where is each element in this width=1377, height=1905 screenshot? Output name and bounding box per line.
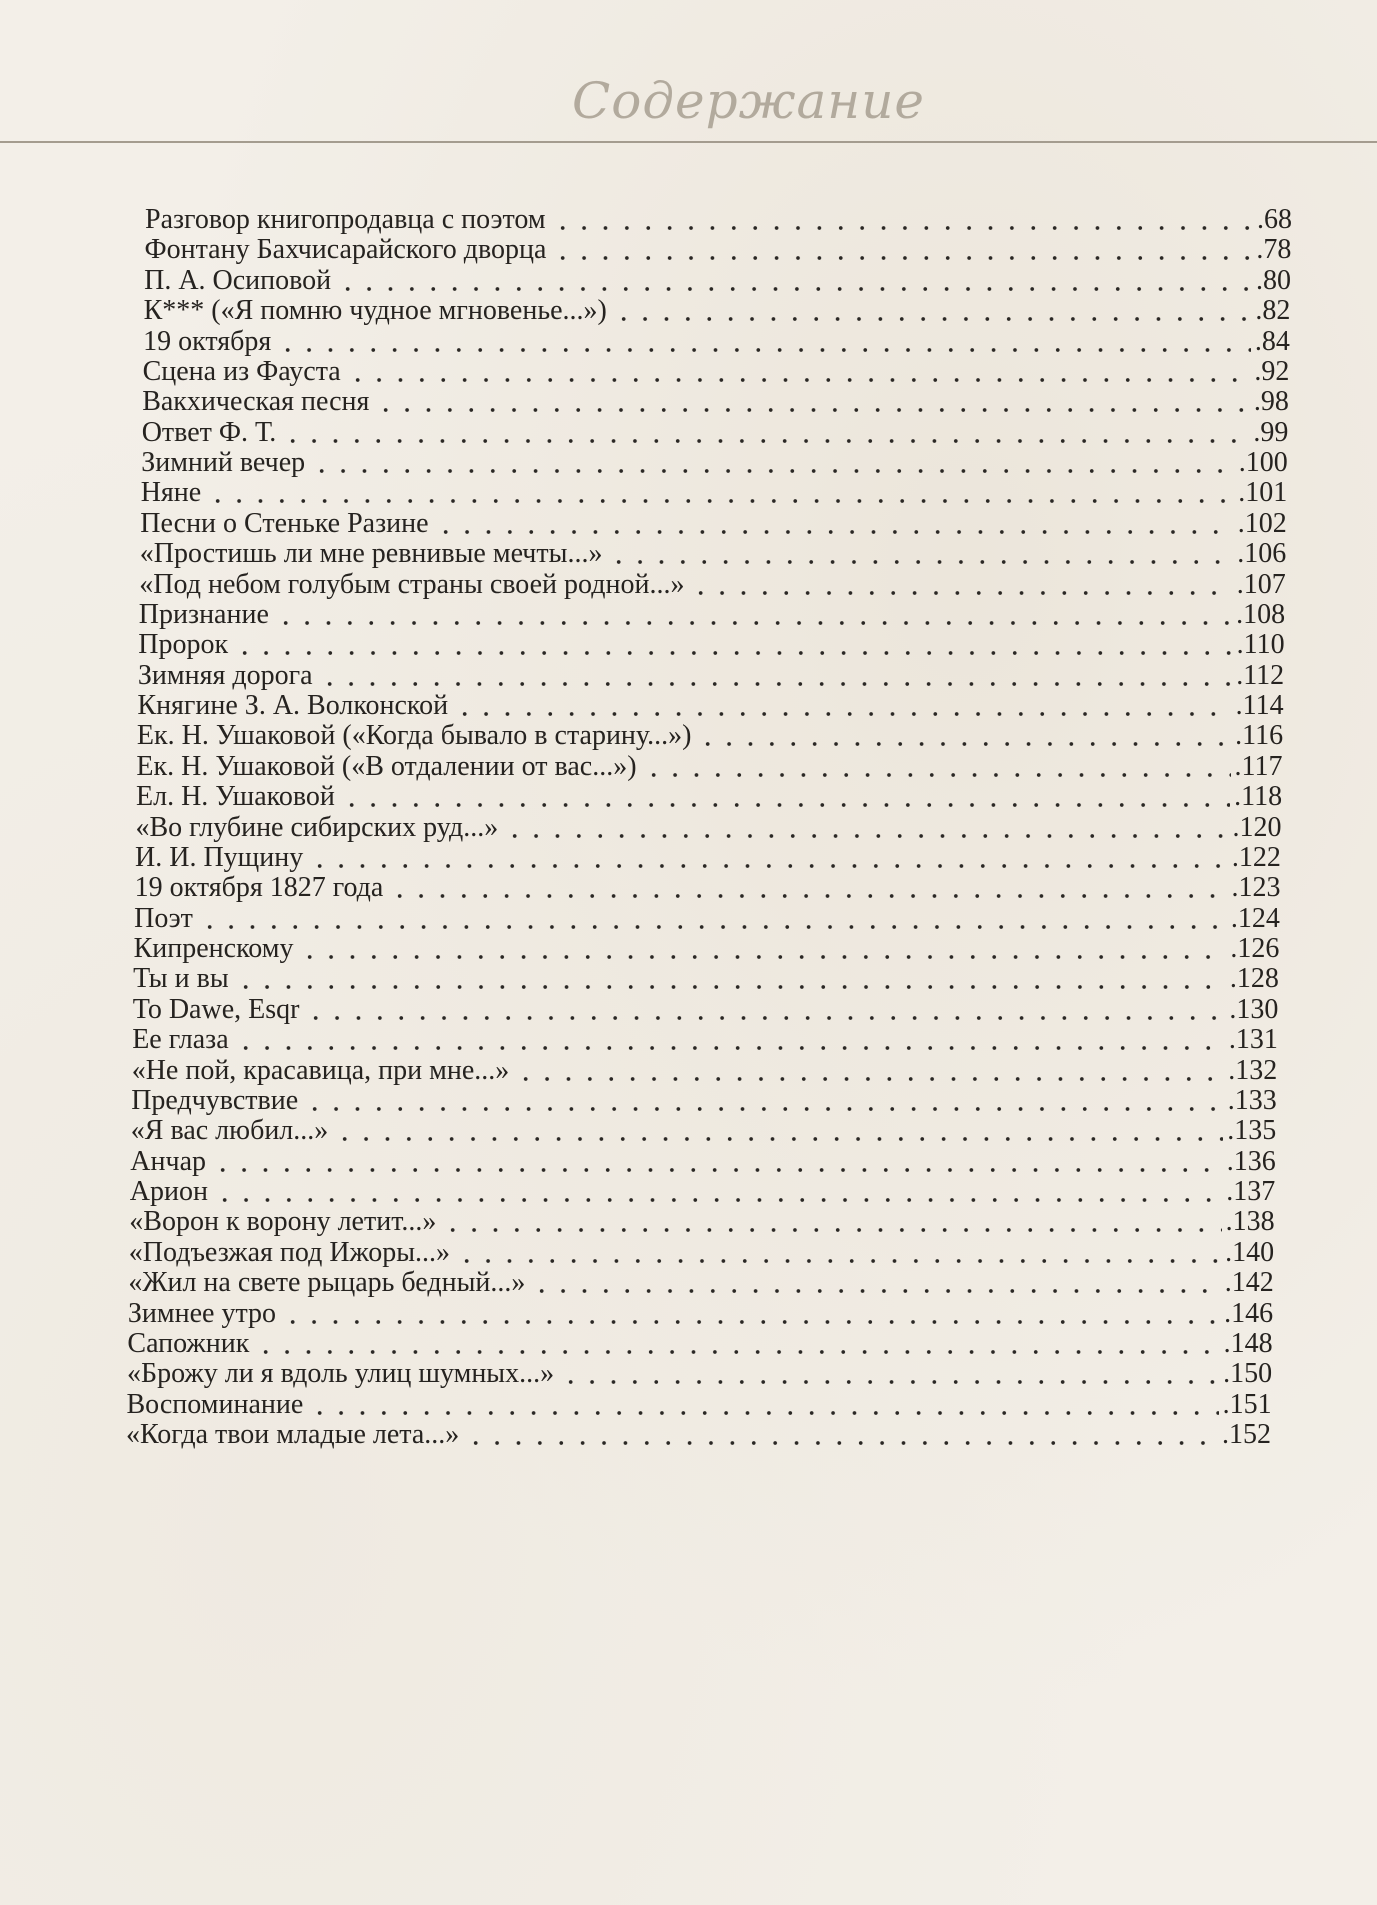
toc-entry — [135, 841, 1281, 875]
toc-entry-page: .123 — [1231, 872, 1281, 904]
toc-entry-page: .78 — [1256, 234, 1292, 266]
dot-leader — [282, 1304, 1220, 1326]
toc-entry-title: Ее глаза — [132, 1024, 229, 1056]
dot-leader — [643, 757, 1231, 779]
toc-entry-title: Поэт — [134, 902, 193, 934]
dot-leader — [311, 453, 1235, 475]
toc-entry-page: .146 — [1224, 1297, 1274, 1329]
page-title: Содержание — [572, 72, 926, 130]
dot-leader — [552, 240, 1252, 262]
toc-entry — [145, 203, 1292, 237]
dot-leader — [234, 635, 1233, 657]
toc-entry — [142, 416, 1289, 450]
dot-leader — [235, 1030, 1225, 1052]
toc-entry — [133, 962, 1279, 996]
dot-leader — [347, 362, 1251, 384]
toc-entry-title: «Не пой, красавица, при мне...» — [131, 1054, 510, 1086]
toc-entry — [133, 993, 1279, 1027]
toc-entry-page: .106 — [1237, 538, 1287, 570]
dot-leader — [697, 726, 1231, 748]
dot-leader — [309, 848, 1228, 870]
dot-leader — [319, 666, 1233, 688]
toc-entry-title: Воспоминание — [126, 1388, 304, 1420]
toc-entry-page: .148 — [1223, 1327, 1273, 1359]
toc-entry-title: Фонтану Бахчисарайского дворца — [144, 234, 547, 266]
toc-entry-page: .102 — [1237, 507, 1287, 539]
toc-entry-title: Зимняя дорога — [137, 659, 313, 691]
dot-leader — [299, 939, 1226, 961]
toc-entry — [129, 1205, 1274, 1239]
toc-entry-page: .68 — [1257, 204, 1292, 235]
toc-entry-title: «Во глубине сибирских руд...» — [135, 811, 499, 843]
toc-entry — [128, 1266, 1273, 1300]
dot-leader — [515, 1061, 1224, 1083]
toc-entry-page: .151 — [1222, 1388, 1272, 1420]
toc-entry-page: .122 — [1231, 841, 1281, 873]
toc-entry-page: .142 — [1224, 1267, 1274, 1299]
toc-entry-title: Ек. Н. Ушаковой («В отдалении от вас...») — [136, 750, 637, 782]
toc-entry — [134, 932, 1280, 966]
toc-entry-page: .107 — [1236, 568, 1286, 600]
toc-entry — [132, 1054, 1278, 1088]
toc-entry-title: Ты и вы — [133, 963, 229, 995]
toc-entry-page: .152 — [1222, 1419, 1271, 1450]
toc-entry-page: .150 — [1223, 1358, 1273, 1390]
toc-entry — [142, 385, 1289, 419]
toc-entry — [141, 476, 1288, 510]
toc-entry — [127, 1357, 1272, 1391]
toc-entry-title: П. А. Осиповой — [144, 264, 332, 296]
dot-leader — [235, 969, 1226, 991]
toc-entry-page: .124 — [1230, 902, 1280, 934]
dot-leader — [389, 878, 1227, 900]
dot-leader — [560, 1364, 1219, 1386]
toc-entry-page: .118 — [1234, 781, 1283, 813]
toc-entry-title: «Простишь ли мне ревнивые мечты...» — [139, 538, 603, 570]
toc-entry-page: .112 — [1236, 659, 1285, 691]
toc-entry-page: .132 — [1228, 1054, 1278, 1086]
toc-entry — [144, 294, 1291, 328]
toc-entry — [132, 1023, 1278, 1057]
toc-entry-page: .120 — [1232, 811, 1282, 843]
toc-entry — [140, 507, 1287, 541]
toc-entry — [130, 1145, 1275, 1179]
toc-entry — [131, 1084, 1277, 1118]
toc-entry — [131, 1114, 1277, 1148]
toc-entry-title: To Dawe, Esqr — [132, 993, 300, 1025]
dot-leader — [442, 1212, 1221, 1234]
toc-entry-page: .137 — [1226, 1176, 1276, 1207]
toc-entry — [138, 628, 1284, 662]
dot-leader — [375, 392, 1249, 414]
toc-entry-page: .138 — [1225, 1206, 1275, 1238]
toc-entry — [139, 568, 1285, 602]
toc-entry — [137, 719, 1283, 753]
toc-entry — [139, 598, 1285, 632]
toc-entry-title: И. И. Пущину — [135, 841, 304, 873]
toc-entry-title: «Подъезжая под Ижоры...» — [128, 1236, 451, 1268]
dot-leader — [275, 605, 1232, 627]
toc-entry-title: Пророк — [138, 629, 229, 661]
dot-leader — [531, 1273, 1220, 1295]
toc-entry — [130, 1175, 1275, 1209]
toc-entry — [134, 902, 1280, 936]
toc-entry-title: Княгине З. А. Волконской — [137, 690, 449, 721]
toc-entry-page: .135 — [1227, 1115, 1277, 1147]
toc-entry — [140, 537, 1286, 571]
toc-entry-title: Зимнее утро — [127, 1297, 277, 1329]
dot-leader — [304, 1091, 1224, 1113]
toc-entry-title: Арион — [129, 1176, 208, 1207]
toc-entry-title: Анчар — [130, 1145, 207, 1177]
dot-leader — [212, 1152, 1223, 1174]
toc-entry — [144, 264, 1291, 298]
dot-leader — [282, 423, 1249, 445]
toc-entry-title: «Жил на свете рыцарь бедный...» — [128, 1267, 526, 1299]
toc-entry — [141, 446, 1288, 480]
dot-leader — [454, 696, 1232, 718]
dot-leader — [504, 818, 1228, 840]
toc-entry-page: .82 — [1255, 295, 1291, 327]
dot-leader — [199, 909, 1227, 931]
toc-entry-page: .80 — [1255, 264, 1291, 296]
toc-entry-title: 19 октября — [143, 325, 272, 357]
toc-entry-title: «Ворон к ворону летит...» — [129, 1206, 437, 1238]
toc-entry — [143, 325, 1290, 359]
dot-leader — [456, 1243, 1221, 1265]
toc-entry-page: .101 — [1238, 477, 1288, 509]
toc-entry-title: Ел. Н. Ушаковой — [136, 781, 335, 813]
toc-entry-page: .99 — [1253, 416, 1289, 448]
toc-entry-title: «Брожу ли я вдоль улиц шумных...» — [127, 1358, 555, 1390]
toc-entry-page: .116 — [1235, 720, 1284, 752]
toc-entry-title: Признание — [138, 598, 269, 630]
toc-entry-page: .126 — [1230, 933, 1280, 964]
toc-entry-page: .128 — [1229, 963, 1279, 995]
toc-entry — [129, 1236, 1274, 1270]
toc-entry-title: Песни о Стеньке Разине — [140, 507, 429, 539]
toc-entry — [136, 750, 1282, 784]
toc-entry-title: Сапожник — [127, 1327, 250, 1359]
toc-entry-page: .117 — [1234, 750, 1283, 782]
dot-leader — [690, 575, 1232, 597]
toc-entry — [127, 1388, 1272, 1422]
toc-entry-title: Разговор книгопродавца с поэтом — [145, 204, 546, 235]
toc-entry-title: Кипренскому — [133, 933, 294, 964]
dot-leader — [613, 301, 1252, 323]
toc-entry-title: «Когда твои младые лета...» — [126, 1419, 460, 1450]
dot-leader — [341, 787, 1230, 809]
toc-entry-page: .98 — [1253, 386, 1289, 418]
toc-entry — [145, 233, 1292, 267]
toc-entry-page: .130 — [1229, 993, 1279, 1025]
toc-entry-page: .84 — [1254, 325, 1290, 357]
toc-entry — [138, 659, 1284, 693]
toc-entry-page: .140 — [1225, 1236, 1275, 1268]
toc-entry-title: Вакхическая песня — [142, 386, 370, 418]
dot-leader — [305, 1000, 1225, 1022]
toc-entry — [136, 811, 1282, 845]
toc-entry — [126, 1418, 1271, 1452]
toc-entry-title: «Под небом голубым страны своей родной...» — [139, 568, 685, 600]
dot-leader — [465, 1425, 1218, 1447]
toc-entry-page: .133 — [1227, 1084, 1277, 1116]
toc-entry — [137, 689, 1283, 723]
toc-entry — [127, 1327, 1272, 1361]
dot-leader — [337, 271, 1252, 293]
dot-leader — [309, 1395, 1218, 1417]
dot-leader — [608, 544, 1233, 566]
dot-leader — [214, 1182, 1222, 1204]
dot-leader — [552, 210, 1253, 232]
toc-entry-title: Ек. Н. Ушаковой («Когда бывало в старину...») — [136, 720, 692, 752]
toc-entry-page: .92 — [1254, 355, 1290, 387]
toc-entry-title: К*** («Я помню чудное мгновенье...») — [143, 295, 607, 327]
toc-entry-title: Зимний вечер — [141, 447, 306, 478]
toc-entry-title: «Я вас любил...» — [130, 1115, 329, 1147]
dot-leader — [334, 1121, 1223, 1143]
dot-leader — [207, 483, 1234, 505]
dot-leader — [277, 332, 1251, 354]
toc-entry-title: 19 октября 1827 года — [134, 872, 384, 904]
toc-entry — [136, 780, 1282, 814]
toc-entry-page: .131 — [1228, 1024, 1278, 1056]
toc-entry-page: .108 — [1236, 598, 1286, 630]
dot-leader — [435, 514, 1234, 536]
toc-entry-title: Няне — [140, 477, 202, 509]
toc-entry-title: Сцена из Фауста — [142, 355, 341, 387]
toc-entry-page: .110 — [1236, 629, 1285, 661]
toc-entry-page: .100 — [1238, 447, 1288, 478]
toc-entry-page: .114 — [1235, 690, 1284, 721]
toc-entry-title: Ответ Ф. Т. — [141, 416, 277, 448]
toc-entry — [143, 355, 1290, 389]
toc-entry-page: .136 — [1226, 1145, 1276, 1177]
toc-entry — [135, 871, 1281, 905]
toc-entry-title: Предчувствие — [131, 1084, 299, 1116]
dot-leader — [255, 1334, 1219, 1356]
toc-entry — [128, 1297, 1273, 1331]
